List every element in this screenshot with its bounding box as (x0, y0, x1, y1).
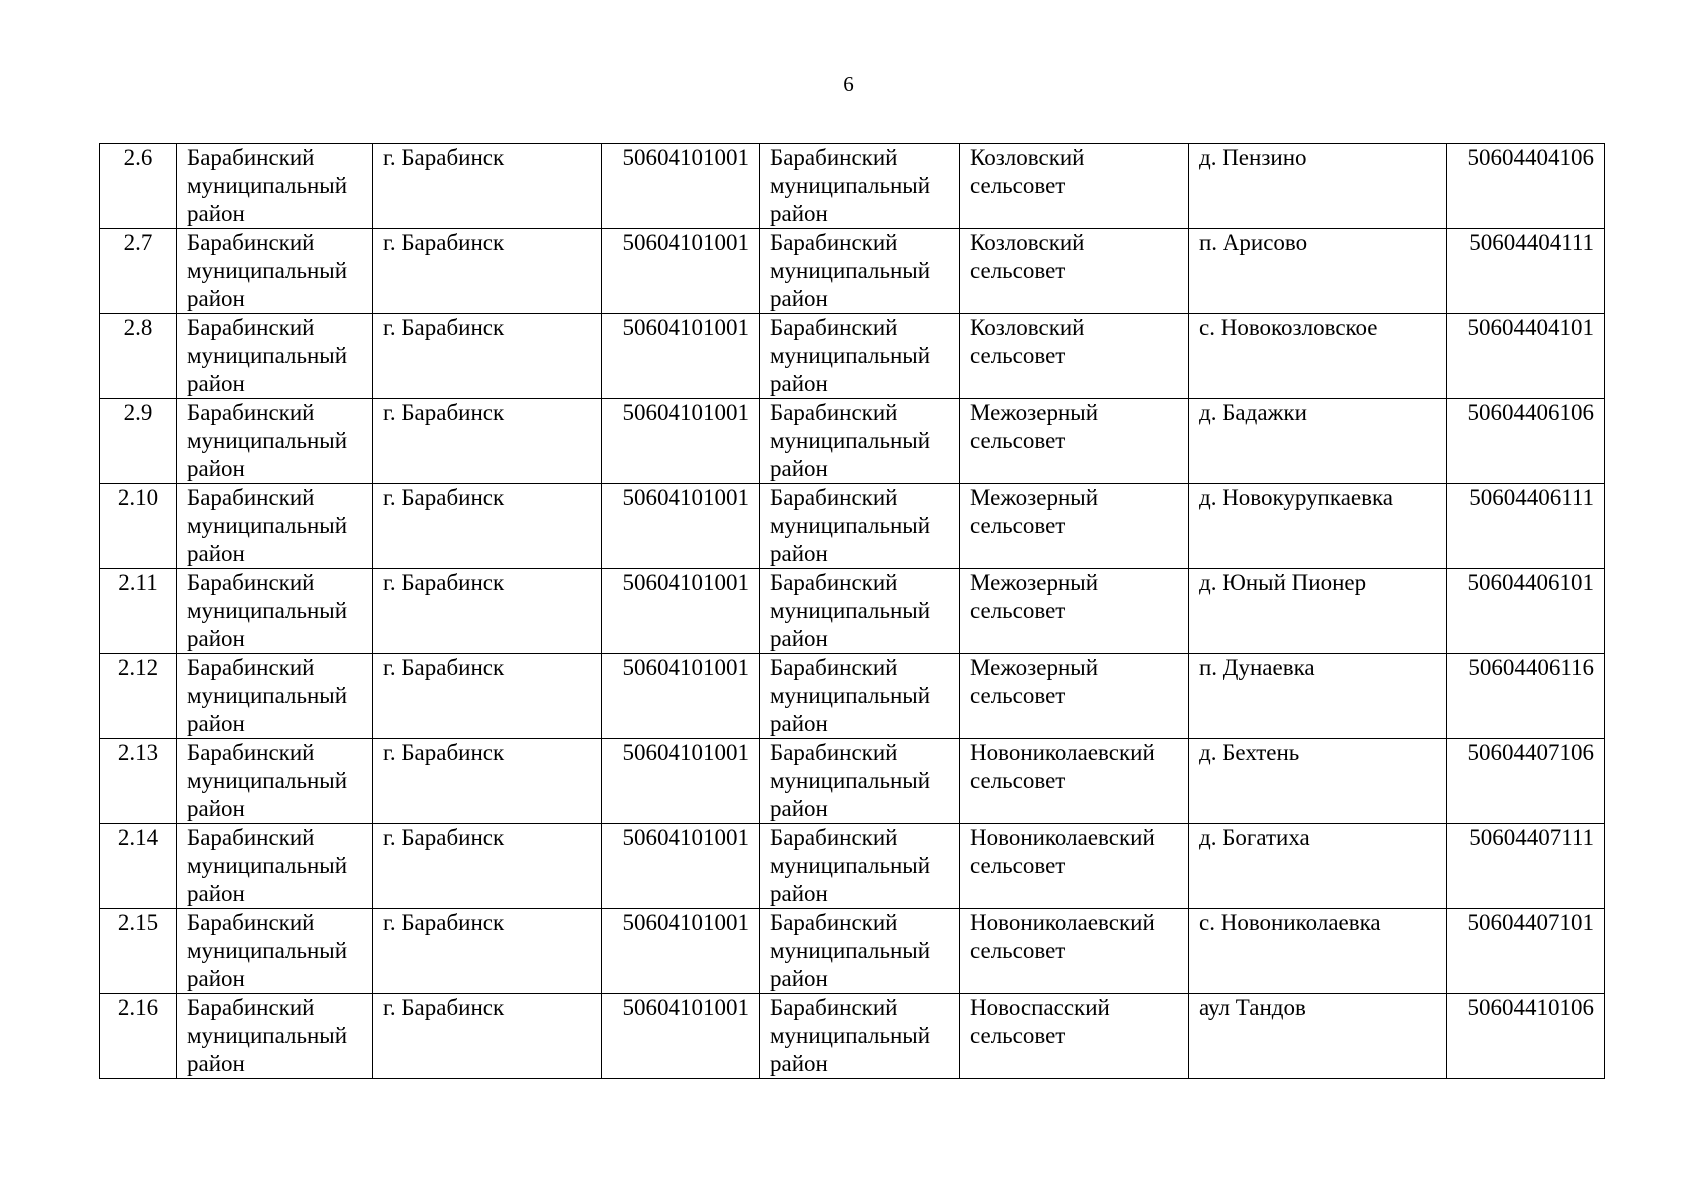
settlement-district-cell: Барабинский муниципальный район (760, 314, 960, 399)
table-row (100, 144, 1605, 229)
city-cell: г. Барабинск (373, 909, 602, 994)
row-number-cell: 2.14 (100, 824, 177, 909)
city-cell: г. Барабинск (373, 144, 602, 229)
page-number: 6 (843, 72, 854, 96)
city-cell: г. Барабинск (373, 739, 602, 824)
city-cell: г. Барабинск (373, 314, 602, 399)
city-code-cell: 50604101001 (602, 909, 760, 994)
settlement-code-cell: 50604407106 (1447, 739, 1605, 824)
row-number-cell: 2.13 (100, 739, 177, 824)
settlement-code-cell: 50604404101 (1447, 314, 1605, 399)
city-code-cell: 50604101001 (602, 484, 760, 569)
settlement-district-cell: Барабинский муниципальный район (760, 654, 960, 739)
city-code-cell: 50604101001 (602, 739, 760, 824)
table-row (100, 909, 1605, 994)
council-cell: Новониколаевский сельсовет (960, 909, 1189, 994)
city-cell: г. Барабинск (373, 484, 602, 569)
district-cell: Барабинский муниципальный район (177, 569, 373, 654)
city-cell: г. Барабинск (373, 229, 602, 314)
council-cell: Межозерный сельсовет (960, 654, 1189, 739)
city-cell: г. Барабинск (373, 994, 602, 1079)
table-row (100, 739, 1605, 824)
city-cell: г. Барабинск (373, 654, 602, 739)
table-row (100, 229, 1605, 314)
settlement-code-cell: 50604406106 (1447, 399, 1605, 484)
settlement-code-cell: 50604406101 (1447, 569, 1605, 654)
city-code-cell: 50604101001 (602, 144, 760, 229)
table-row (100, 399, 1605, 484)
district-cell: Барабинский муниципальный район (177, 824, 373, 909)
settlement-code-cell: 50604406116 (1447, 654, 1605, 739)
settlement-cell: с. Новониколаевка (1189, 909, 1447, 994)
city-cell: г. Барабинск (373, 399, 602, 484)
table-row (100, 569, 1605, 654)
row-number-cell: 2.10 (100, 484, 177, 569)
settlement-cell: д. Богатиха (1189, 824, 1447, 909)
council-cell: Межозерный сельсовет (960, 484, 1189, 569)
settlement-district-cell: Барабинский муниципальный район (760, 484, 960, 569)
row-number-cell: 2.15 (100, 909, 177, 994)
city-code-cell: 50604101001 (602, 399, 760, 484)
district-cell: Барабинский муниципальный район (177, 654, 373, 739)
district-cell: Барабинский муниципальный район (177, 739, 373, 824)
council-cell: Межозерный сельсовет (960, 569, 1189, 654)
table-row (100, 994, 1605, 1079)
settlements-table (99, 143, 1605, 1079)
city-cell: г. Барабинск (373, 824, 602, 909)
settlement-district-cell: Барабинский муниципальный район (760, 824, 960, 909)
district-cell: Барабинский муниципальный район (177, 909, 373, 994)
row-number-cell: 2.11 (100, 569, 177, 654)
settlement-cell: д. Бадажки (1189, 399, 1447, 484)
settlement-district-cell: Барабинский муниципальный район (760, 569, 960, 654)
settlement-code-cell: 50604404111 (1447, 229, 1605, 314)
council-cell: Межозерный сельсовет (960, 399, 1189, 484)
district-cell: Барабинский муниципальный район (177, 399, 373, 484)
settlement-code-cell: 50604404106 (1447, 144, 1605, 229)
settlement-cell: п. Дунаевка (1189, 654, 1447, 739)
settlement-code-cell: 50604407111 (1447, 824, 1605, 909)
city-code-cell: 50604101001 (602, 229, 760, 314)
district-cell: Барабинский муниципальный район (177, 484, 373, 569)
settlement-cell: п. Арисово (1189, 229, 1447, 314)
city-code-cell: 50604101001 (602, 994, 760, 1079)
district-cell: Барабинский муниципальный район (177, 994, 373, 1079)
city-code-cell: 50604101001 (602, 654, 760, 739)
settlement-code-cell: 50604410106 (1447, 994, 1605, 1079)
row-number-cell: 2.7 (100, 229, 177, 314)
city-cell: г. Барабинск (373, 569, 602, 654)
settlement-cell: аул Тандов (1189, 994, 1447, 1079)
settlement-cell: д. Пензино (1189, 144, 1447, 229)
city-code-cell: 50604101001 (602, 824, 760, 909)
settlement-district-cell: Барабинский муниципальный район (760, 994, 960, 1079)
settlement-district-cell: Барабинский муниципальный район (760, 909, 960, 994)
settlement-district-cell: Барабинский муниципальный район (760, 739, 960, 824)
row-number-cell: 2.12 (100, 654, 177, 739)
table-body (100, 144, 1605, 1079)
council-cell: Козловский сельсовет (960, 229, 1189, 314)
district-cell: Барабинский муниципальный район (177, 314, 373, 399)
city-code-cell: 50604101001 (602, 314, 760, 399)
settlement-cell: д. Бехтень (1189, 739, 1447, 824)
row-number-cell: 2.8 (100, 314, 177, 399)
settlement-cell: с. Новокозловское (1189, 314, 1447, 399)
settlement-cell: д. Юный Пионер (1189, 569, 1447, 654)
council-cell: Новоспасский сельсовет (960, 994, 1189, 1079)
row-number-cell: 2.16 (100, 994, 177, 1079)
settlement-district-cell: Барабинский муниципальный район (760, 229, 960, 314)
row-number-cell: 2.6 (100, 144, 177, 229)
table-row (100, 824, 1605, 909)
settlement-code-cell: 50604406111 (1447, 484, 1605, 569)
district-cell: Барабинский муниципальный район (177, 229, 373, 314)
council-cell: Новониколаевский сельсовет (960, 739, 1189, 824)
table-row (100, 484, 1605, 569)
settlement-code-cell: 50604407101 (1447, 909, 1605, 994)
table-row (100, 654, 1605, 739)
council-cell: Козловский сельсовет (960, 314, 1189, 399)
row-number-cell: 2.9 (100, 399, 177, 484)
settlement-district-cell: Барабинский муниципальный район (760, 144, 960, 229)
council-cell: Новониколаевский сельсовет (960, 824, 1189, 909)
table-row (100, 314, 1605, 399)
settlement-cell: д. Новокурупкаевка (1189, 484, 1447, 569)
settlement-district-cell: Барабинский муниципальный район (760, 399, 960, 484)
council-cell: Козловский сельсовет (960, 144, 1189, 229)
city-code-cell: 50604101001 (602, 569, 760, 654)
district-cell: Барабинский муниципальный район (177, 144, 373, 229)
